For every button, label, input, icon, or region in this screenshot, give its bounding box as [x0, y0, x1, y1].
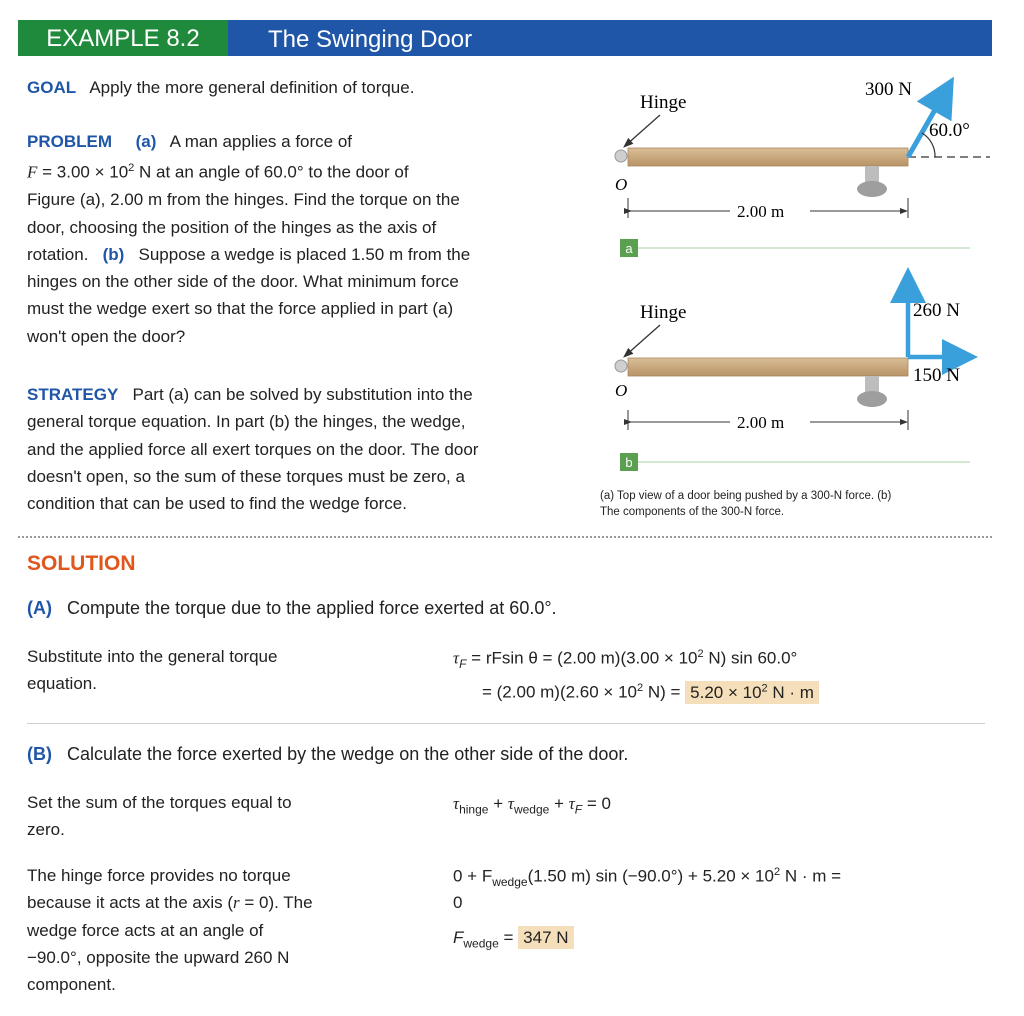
strategy-label: STRATEGY: [27, 385, 119, 404]
part-b-step2-line4: −90.0°, opposite the upward 260 N: [27, 947, 290, 967]
hinge-pointer-b: [625, 325, 660, 356]
hinge-icon-b: [615, 360, 627, 372]
panel-a-tag-text: a: [625, 241, 633, 256]
tau-hinge-symbol: τ: [453, 794, 460, 813]
eq3-sub: wedge: [492, 875, 528, 890]
r-symbol: r: [233, 893, 240, 913]
eq3-mid: (1.50 m) sin (−90.0°) + 5.20 × 10: [527, 866, 774, 886]
equals-sign: =: [42, 162, 53, 182]
result-exp: 2: [761, 682, 768, 694]
problem-section: [27, 128, 587, 350]
section-divider: [18, 536, 992, 538]
problem-line5-post: Suppose a wedge is placed 1.50 m from the: [138, 244, 471, 264]
figure-caption-line1: (a) Top view of a door being pushed by a 300-N force. (b): [600, 490, 892, 502]
eq2-pre: = (2.00 m)(2.60 × 10: [482, 682, 637, 702]
equation-torque-1: [453, 648, 797, 671]
strategy-line3: and the applied force all exert torques on the door. The door: [27, 439, 479, 459]
force-exponent: 2: [128, 162, 135, 175]
eq3-post: N · m =: [784, 866, 842, 886]
tau-f-sub: F: [574, 802, 583, 817]
length-label-b: 2.00 m: [737, 413, 785, 432]
result-unit: N · m: [772, 682, 814, 702]
problem-line6: hinges on the other side of the door. What minimum force: [27, 272, 459, 292]
tau-hinge-sub: hinge: [459, 802, 489, 817]
door-a: [628, 148, 908, 166]
goal-label: GOAL: [27, 78, 77, 97]
eq1-exp: 2: [697, 648, 704, 660]
hinge-label-a: Hinge: [640, 92, 687, 113]
force-symbol: F: [27, 162, 38, 182]
origin-label-b: O: [615, 381, 628, 400]
part-a-heading-text: Compute the torque due to the applied force exerted at 60.0°.: [67, 598, 557, 618]
problem-line5-pre: rotation.: [27, 244, 89, 264]
equation-sum: $\tau_{hinge} + \tau_{wedge} + \tau_F = 0$: [453, 794, 611, 817]
hinge-pointer-a: [625, 115, 660, 146]
wedge-force-answer: 347 N: [518, 926, 573, 949]
solution-title: SOLUTION: [27, 552, 136, 575]
door-b: [628, 358, 908, 376]
part-b-label: (B): [27, 744, 52, 764]
equation-wedge-1: [453, 866, 973, 913]
strategy-line1: Part (a) can be solved by substitution into the: [132, 385, 473, 404]
goal-text: Apply the more general definition of torque.: [89, 78, 415, 97]
result-mantissa: 5.20 × 10: [690, 682, 762, 702]
problem-part-b: (b): [102, 244, 125, 264]
wedge-icon-b: [857, 391, 887, 407]
step2-line2-post: = 0). The: [244, 893, 313, 913]
problem-line4: door, choosing the position of the hinges as the axis of: [27, 217, 437, 237]
problem-line8: won't open the door?: [27, 326, 186, 346]
hinge-icon: [615, 150, 627, 162]
equation-torque-2: [482, 682, 819, 703]
goal-section: [27, 74, 414, 101]
strategy-line2: general torque equation. In part (b) the hinges, the wedge,: [27, 412, 466, 432]
strategy-line4: doesn't open, so the sum of these torques must be zero, a: [27, 466, 465, 486]
part-b-heading-text: Calculate the force exerted by the wedge on the other side of the door.: [67, 744, 629, 764]
strategy-line5: condition that can be used to find the wedge force.: [27, 494, 407, 514]
wedge-icon: [857, 181, 887, 197]
door-figure: [595, 70, 995, 530]
part-b-step1-line2: zero.: [27, 820, 65, 840]
eq2-post: N) =: [647, 682, 681, 702]
figure-panel-a: [615, 79, 990, 257]
eq1-rhs-pre: = rFsin θ = (2.00 m)(3.00 × 10: [471, 648, 698, 668]
tau-subscript: F: [459, 657, 467, 672]
vertical-component-label: 260 N: [913, 300, 960, 321]
tau-wedge-symbol: τ: [507, 794, 514, 813]
eq1-rhs-post: N) sin 60.0°: [708, 648, 798, 668]
step2-line2-pre: because it acts at the axis (: [27, 893, 233, 913]
part-divider: [27, 723, 985, 724]
part-b-step2-line3: wedge force acts at an angle of: [27, 920, 264, 940]
problem-part-a: (a): [135, 132, 157, 151]
part-b-step1-line1: Set the sum of the torques equal to: [27, 793, 292, 812]
part-b-step2-line5: component.: [27, 975, 116, 995]
part-a-step-line2: equation.: [27, 674, 97, 694]
equation-wedge-result: [453, 928, 574, 950]
part-a-heading: [27, 598, 557, 619]
figure-caption-line2: The components of the 300-N force.: [600, 506, 785, 518]
part-b-heading: [27, 744, 628, 765]
force-mantissa: 3.00 × 10: [56, 162, 129, 182]
f-wedge-sub: wedge: [463, 936, 499, 951]
strategy-section: [27, 381, 587, 517]
problem-line1: A man applies a force of: [169, 132, 353, 151]
part-b-step2: [27, 862, 313, 998]
tau-wedge-sub: wedge: [513, 802, 550, 817]
example-number: EXAMPLE 8.2: [18, 20, 228, 56]
f-wedge-symbol: F: [453, 928, 464, 947]
eq4-equals: =: [503, 928, 514, 947]
problem-line3: Figure (a), 2.00 m from the hinges. Find the torque on the: [27, 190, 460, 210]
part-a-step: [27, 643, 277, 698]
angle-label: 60.0°: [929, 120, 970, 141]
panel-b-tag-text: b: [625, 455, 633, 470]
eq2-exp: 2: [636, 682, 644, 694]
origin-label-a: O: [615, 175, 628, 194]
tau-f-symbol: τ: [568, 794, 575, 813]
part-b-step1: [27, 789, 292, 844]
length-label-a: 2.00 m: [737, 202, 785, 221]
problem-line7: must the wedge exert so that the force applied in part (a): [27, 299, 454, 319]
eq3-exp: 2: [773, 866, 781, 878]
tau-symbol: τ: [453, 648, 460, 668]
part-b-step2-line1: The hinge force provides no torque: [27, 866, 291, 885]
horizontal-component-label: 150 N: [913, 365, 960, 386]
part-a-step-line1: Substitute into the general torque: [27, 647, 278, 666]
torque-result: [685, 681, 819, 704]
eqsum-tail: = 0: [586, 794, 611, 813]
example-title: The Swinging Door: [268, 26, 473, 53]
problem-line2: N at an angle of 60.0° to the door of: [139, 162, 409, 182]
eq3-pre: 0 + F: [453, 866, 493, 886]
hinge-label-b: Hinge: [640, 302, 687, 323]
eq3-line2: 0: [453, 893, 463, 913]
force-label-300n: 300 N: [865, 79, 912, 100]
figure-panel-b: [615, 285, 970, 471]
part-a-label: (A): [27, 598, 52, 618]
problem-label: PROBLEM: [27, 132, 112, 151]
